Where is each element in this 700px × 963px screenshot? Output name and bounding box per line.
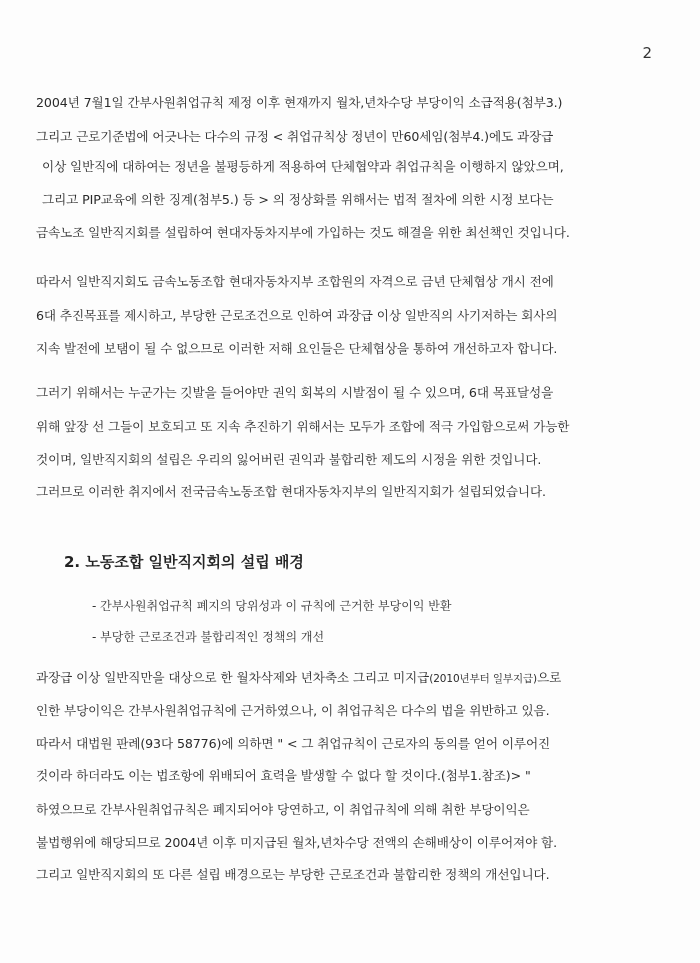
para4-line-1-end: 으로	[537, 670, 562, 685]
para4-line-1	[36, 670, 561, 687]
intro-line-1: 2004년 7월1일 간부사원취업규칙 제정 이후 현재까지 월차,년차수당 부당이익 소급적용(첨부3.)	[36, 95, 563, 110]
section-heading: 2. 노동조합 일반직지회의 설립 배경	[64, 553, 304, 571]
intro-line-3: 이상 일반직에 대하여는 정년을 불평등하게 적용하여 단체협약과 취업규칙을 이행하지 않았으며,	[42, 159, 564, 174]
para2-line-2: 6대 추진목표를 제시하고, 부당한 근로조건으로 인하여 과장급 이상 일반직의 사기저하는 회사의	[36, 308, 558, 323]
para4-line-1-note: (2010년부터 일부지급)	[429, 673, 538, 685]
bullet-item-1: - 간부사원취업규칙 폐지의 당위성과 이 규칙에 근거한 부당이익 반환	[92, 599, 452, 613]
intro-line-4: 그리고 PIP교육에 의한 징계(첨부5.) 등 > 의 정상화를 위해서는 법적 절차에 의한 시정 보다는	[42, 192, 554, 207]
intro-line-2: 그리고 근로기준법에 어긋나는 다수의 규정 < 취업규칙상 정년이 만60세임(첨부4.)에도 과장급	[36, 129, 554, 144]
bullet-item-2: - 부당한 근로조건과 불합리적인 정책의 개선	[92, 630, 325, 644]
para4-line-7: 그리고 일반직지회의 또 다른 설립 배경으로는 부당한 근로조건과 불합리한 정책의 개선입니다.	[36, 867, 550, 882]
para4-line-4: 것이라 하더라도 이는 법조항에 위배되어 효력을 발생할 수 없다 할 것이다.(첨부1.참조)> "	[36, 768, 531, 783]
para3-line-1: 그러기 위해서는 누군가는 깃발을 들어야만 권익 회복의 시발점이 될 수 있으며, 6대 목표달성을	[36, 385, 554, 400]
para2-line-3: 지속 발전에 보탬이 될 수 없으므로 이러한 저해 요인들은 단체협상을 통하여 개선하고자 합니다.	[36, 341, 558, 356]
para4-line-2: 인한 부당이익은 간부사원취업규칙에 근거하였으나, 이 취업규칙은 다수의 법을 위반하고 있음.	[36, 703, 550, 718]
para2-line-1: 따라서 일반직지회도 금속노동조합 현대자동차지부 조합원의 자격으로 금년 단체협상 개시 전에	[36, 274, 554, 289]
para3-line-2: 위해 앞장 선 그들이 보호되고 또 지속 추진하기 위해서는 모두가 조합에 적극 가입함으로써 가능한	[36, 419, 570, 434]
intro-line-5: 금속노조 일반직지회를 설립하여 현대자동차지부에 가입하는 것도 해결을 위한 최선책인 것입니다.	[36, 225, 570, 240]
para4-line-1-main: 과장급 이상 일반직만을 대상으로 한 월차삭제와 년차축소 그리고 미지급	[36, 670, 430, 685]
para4-line-3: 따라서 대법원 판례(93다 58776)에 의하면 " < 그 취업규칙이 근로자의 동의를 얻어 이루어진	[36, 736, 551, 751]
para3-line-3: 것이며, 일반직지회의 설립은 우리의 잃어버린 권익과 불합리한 제도의 시정을 위한 것입니다.	[36, 452, 542, 467]
page-number: 2	[642, 44, 652, 62]
para3-line-4: 그러므로 이러한 취지에서 전국금속노동조합 현대자동차지부의 일반직지회가 설립되었습니다.	[36, 484, 546, 499]
para4-line-6: 불법행위에 해당되므로 2004년 이후 미지급된 월차,년차수당 전액의 손해배상이 이루어져야 함.	[36, 835, 558, 850]
para4-line-5: 하였으므로 간부사원취업규칙은 폐지되어야 당연하고, 이 취업규칙에 의해 취한 부당이익은	[36, 802, 530, 817]
